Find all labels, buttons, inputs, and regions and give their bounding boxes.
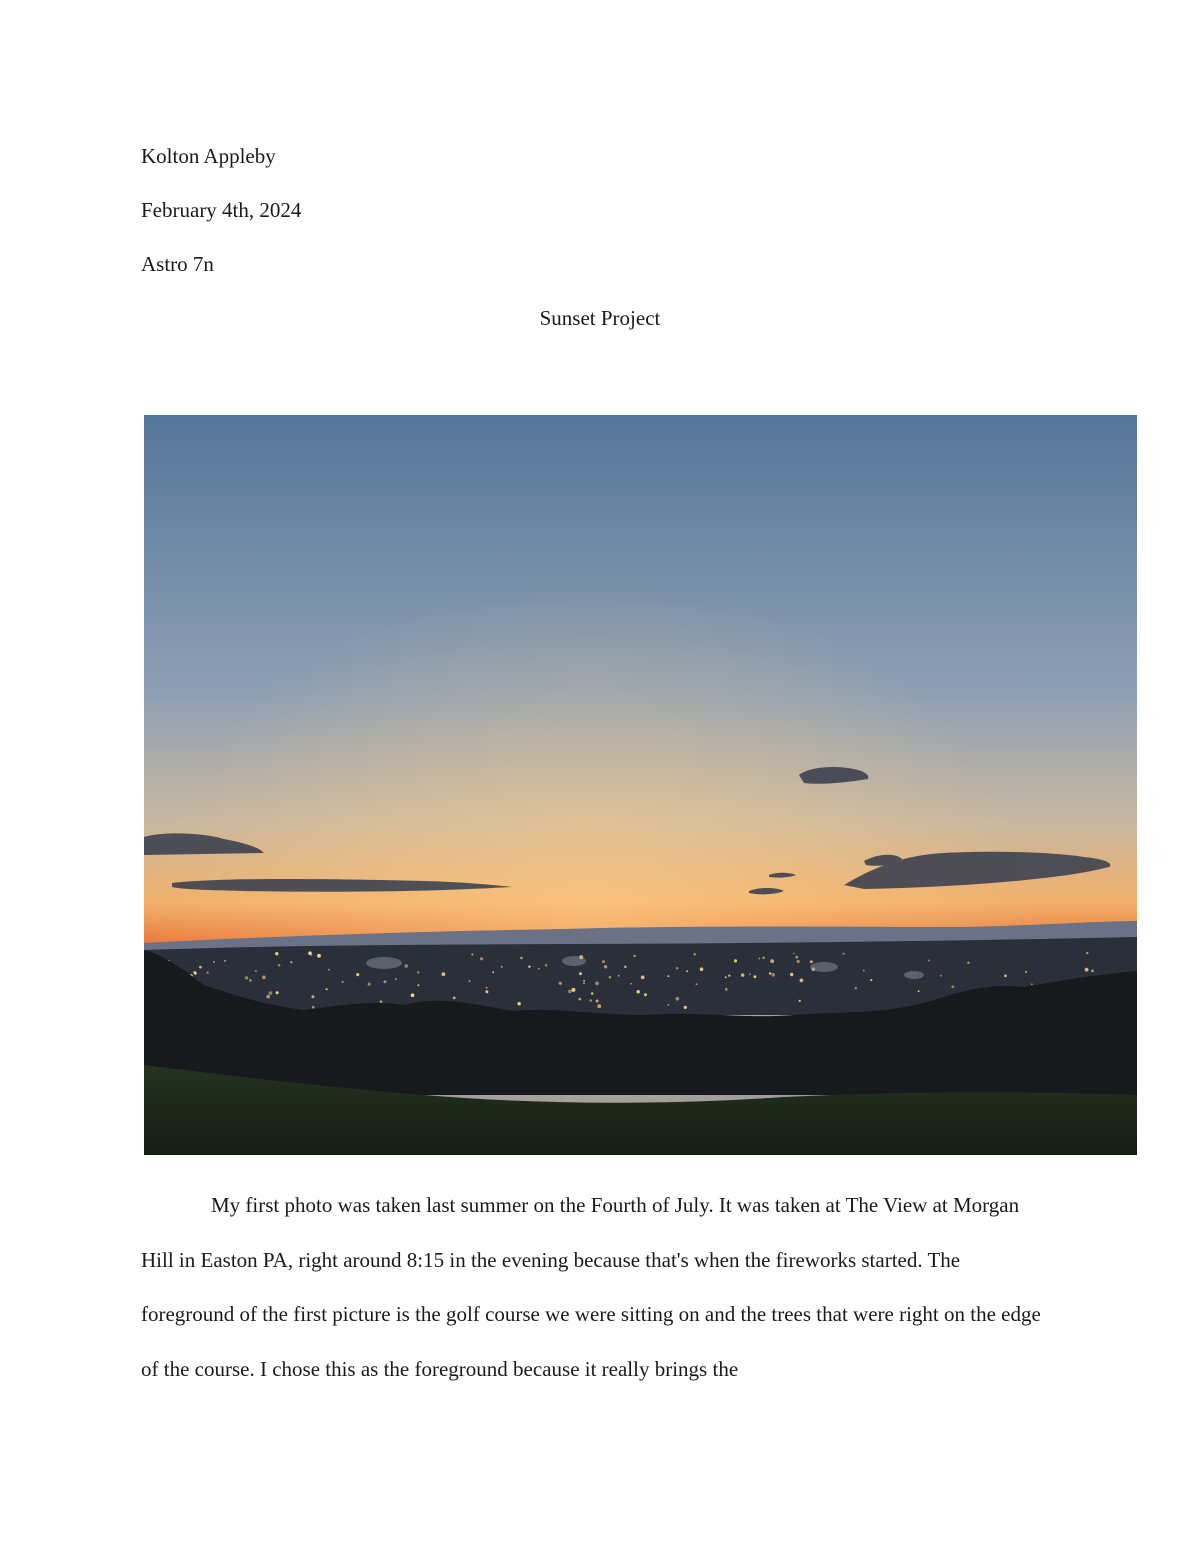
town-light [290,961,292,963]
town-light [637,990,640,993]
town-light [609,976,612,979]
town-light [684,1006,687,1009]
town-light [870,979,872,981]
town-light [579,998,582,1001]
town-light [676,967,678,969]
town-light [634,955,636,957]
town-light [797,960,800,963]
town-light [255,970,257,972]
town-light [591,992,593,994]
town-light [308,951,312,955]
town-light [480,957,483,960]
town-light [668,975,670,977]
town-light [728,975,730,977]
town-light [928,960,930,962]
town-light [312,1006,315,1009]
town-light [758,958,760,960]
town-light [863,970,865,972]
author-name: Kolton Appleby [141,144,276,168]
town-light [276,991,279,994]
town-light [624,966,627,969]
town-light [618,975,620,977]
town-light [686,970,688,972]
town-light [967,962,969,964]
town-light [269,991,273,995]
town-light [769,972,771,974]
town-light [471,954,473,956]
town-light [275,952,278,955]
town-light [1031,983,1033,985]
town-light [559,982,562,985]
document-title: Sunset Project [539,306,661,330]
town-light [725,976,727,978]
town-light [528,966,530,968]
town-light [199,966,202,969]
town-light [453,997,456,1000]
town-light [596,1000,599,1003]
town-light [597,1004,601,1008]
town-light [469,980,471,982]
town-light [579,972,582,975]
town-light [213,961,215,963]
town-light [1091,970,1094,973]
body-paragraph: My first photo was taken last summer on the Fourth of July. It was taken at The View at Morgan Hill in Easton PA, right around 8:15 in the evening because that's when the fireworks started. The foreground of the first picture is the golf course we were sitting on and the trees that were right on the edge of the course. I chose this as the foreground because it really brings the [141,1193,1041,1381]
town-light [790,973,793,976]
sunset-photo [144,415,1137,1155]
town-light [193,971,195,973]
town-light [770,959,774,963]
town-light [368,983,371,986]
town-light [245,976,248,979]
town-light [668,1004,670,1006]
town-light [417,984,419,986]
town-light [278,964,281,967]
town-light [762,956,765,959]
town-light [545,964,548,967]
town-light [311,995,314,998]
town-light [700,967,704,971]
town-light [595,982,599,986]
town-light [395,978,397,980]
town-light [630,983,632,985]
town-light [602,960,605,963]
town-light [262,976,266,980]
document-date: February 4th, 2024 [141,198,302,222]
town-light [604,965,607,968]
town-light [501,966,503,968]
town-light [918,990,920,992]
town-light [855,987,857,989]
town-light [749,973,751,975]
town-light [696,983,698,985]
town-light [249,979,252,982]
course-name: Astro 7n [141,252,214,276]
town-light [590,999,593,1002]
town-light [317,954,321,958]
town-light [734,959,737,962]
town-light [940,975,942,977]
town-light [800,979,804,983]
town-light [538,968,540,970]
town-light [644,993,647,996]
town-light [486,987,488,989]
town-light [485,990,488,993]
town-light [568,990,571,993]
town-light [571,988,575,992]
town-light [1086,952,1088,954]
town-light [1025,971,1027,973]
town-light [384,980,387,983]
town-light [793,953,795,955]
town-light [417,971,419,973]
town-light [676,997,680,1001]
town-light [411,993,415,997]
town-light [224,960,226,962]
town-light [583,982,585,984]
town-light [492,971,494,973]
town-light [725,988,728,991]
town-light [342,981,344,983]
sunset-photo-illustration [144,415,1137,1155]
town-light [326,988,328,990]
town-light [328,969,330,971]
town-light [442,972,446,976]
town-light [843,953,845,955]
town-light [356,973,359,976]
town-light [266,995,270,999]
town-light [694,953,696,955]
town-light [1004,975,1007,978]
town-light [951,985,954,988]
town-light [754,975,757,978]
town-light [795,956,798,959]
town-light [380,1000,383,1003]
town-light [641,976,645,980]
town-light [405,964,408,967]
town-light [207,972,209,974]
town-light [799,1000,801,1002]
town-light [741,973,744,976]
town-light [810,960,813,963]
town-light [1085,968,1089,972]
town-light [520,957,523,960]
town-light [583,980,585,982]
town-light [517,1002,520,1005]
town-light [771,973,775,977]
